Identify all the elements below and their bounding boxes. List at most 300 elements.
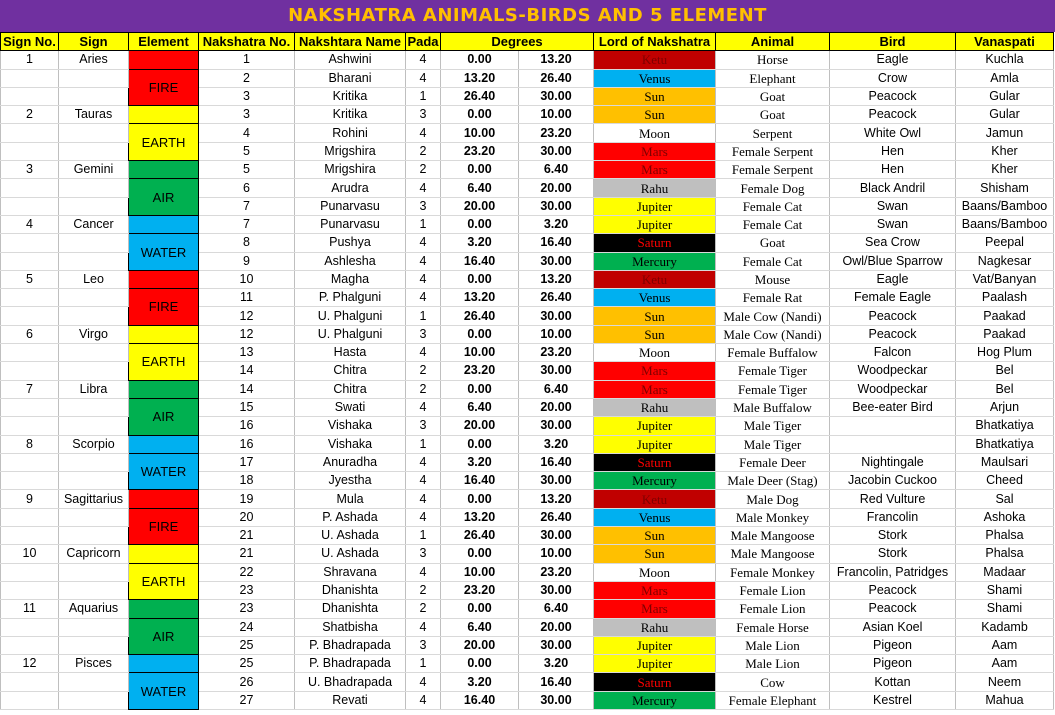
degree-from-cell: 13.20 <box>441 289 519 307</box>
nakshatra-no-cell: 4 <box>199 124 295 142</box>
nakshatra-name-cell: Punarvasu <box>295 215 406 233</box>
degree-from-cell: 26.40 <box>441 307 519 325</box>
degree-from-cell: 0.00 <box>441 380 519 398</box>
animal-cell: Mouse <box>716 270 830 288</box>
pada-cell: 4 <box>406 124 441 142</box>
nakshatra-name-cell: Revati <box>295 691 406 709</box>
sign-no-cell <box>1 581 59 599</box>
vanaspati-cell: Arjun <box>956 398 1054 416</box>
header-animal: Animal <box>716 33 830 51</box>
nakshatra-no-cell: 8 <box>199 234 295 252</box>
vanaspati-cell: Maulsari <box>956 453 1054 471</box>
element-spacer-cell <box>129 655 199 673</box>
element-spacer-cell <box>129 161 199 179</box>
bird-cell <box>830 435 956 453</box>
sign-name-cell: Leo <box>59 270 129 288</box>
element-cell: EARTH <box>129 563 199 600</box>
nakshatra-name-cell: Kritika <box>295 106 406 124</box>
title-bar <box>0 0 1055 32</box>
degree-from-cell: 0.00 <box>441 435 519 453</box>
animal-cell: Female Cat <box>716 252 830 270</box>
lord-cell: Mercury <box>594 472 716 490</box>
nakshatra-no-cell: 11 <box>199 289 295 307</box>
nakshatra-no-cell: 14 <box>199 380 295 398</box>
nakshatra-no-cell: 23 <box>199 581 295 599</box>
sign-name-cell <box>59 179 129 197</box>
degree-to-cell: 23.20 <box>519 124 594 142</box>
degree-from-cell: 16.40 <box>441 691 519 709</box>
pada-cell: 3 <box>406 106 441 124</box>
element-spacer-cell <box>129 600 199 618</box>
pada-cell: 1 <box>406 527 441 545</box>
bird-cell: Pigeon <box>830 636 956 654</box>
pada-cell: 4 <box>406 508 441 526</box>
element-cell: FIRE <box>129 289 199 326</box>
sign-no-cell <box>1 289 59 307</box>
pada-cell: 4 <box>406 344 441 362</box>
lord-cell: Venus <box>594 508 716 526</box>
animal-cell: Cow <box>716 673 830 691</box>
sign-name-cell <box>59 69 129 87</box>
degree-to-cell: 6.40 <box>519 600 594 618</box>
table-row <box>1 344 1054 362</box>
vanaspati-cell: Kadamb <box>956 618 1054 636</box>
bird-cell: Kestrel <box>830 691 956 709</box>
animal-cell: Female Serpent <box>716 142 830 160</box>
sign-no-cell <box>1 417 59 435</box>
bird-cell: Hen <box>830 142 956 160</box>
animal-cell: Male Cow (Nandi) <box>716 325 830 343</box>
lord-cell: Jupiter <box>594 636 716 654</box>
pada-cell: 4 <box>406 51 441 69</box>
nakshatra-name-cell: Shravana <box>295 563 406 581</box>
header-sign: Sign <box>59 33 129 51</box>
element-cell: AIR <box>129 179 199 216</box>
bird-cell: Nightingale <box>830 453 956 471</box>
sign-no-cell <box>1 69 59 87</box>
animal-cell: Female Elephant <box>716 691 830 709</box>
vanaspati-cell: Mahua <box>956 691 1054 709</box>
pada-cell: 4 <box>406 673 441 691</box>
bird-cell: Female Eagle <box>830 289 956 307</box>
sign-no-cell: 11 <box>1 600 59 618</box>
bird-cell: Asian Koel <box>830 618 956 636</box>
sign-no-cell <box>1 508 59 526</box>
nakshatra-name-cell: Pushya <box>295 234 406 252</box>
sign-no-cell: 6 <box>1 325 59 343</box>
bird-cell: Sea Crow <box>830 234 956 252</box>
nakshatra-no-cell: 10 <box>199 270 295 288</box>
sign-no-cell <box>1 527 59 545</box>
animal-cell: Male Deer (Stag) <box>716 472 830 490</box>
sign-name-cell: Gemini <box>59 161 129 179</box>
bird-cell: Peacock <box>830 600 956 618</box>
sign-name-cell <box>59 417 129 435</box>
sign-no-cell <box>1 87 59 105</box>
animal-cell: Male Lion <box>716 636 830 654</box>
degree-from-cell: 0.00 <box>441 106 519 124</box>
degree-from-cell: 6.40 <box>441 618 519 636</box>
nakshatra-name-cell: Bharani <box>295 69 406 87</box>
nakshatra-no-cell: 24 <box>199 618 295 636</box>
degree-from-cell: 0.00 <box>441 270 519 288</box>
pada-cell: 4 <box>406 490 441 508</box>
degree-to-cell: 6.40 <box>519 161 594 179</box>
nakshatra-no-cell: 13 <box>199 344 295 362</box>
pada-cell: 4 <box>406 472 441 490</box>
vanaspati-cell: Baans/Bamboo <box>956 215 1054 233</box>
table-row <box>1 289 1054 307</box>
degree-to-cell: 16.40 <box>519 234 594 252</box>
pada-cell: 4 <box>406 270 441 288</box>
degree-from-cell: 0.00 <box>441 215 519 233</box>
lord-cell: Saturn <box>594 453 716 471</box>
nakshatra-no-cell: 26 <box>199 673 295 691</box>
vanaspati-cell: Paakad <box>956 325 1054 343</box>
nakshatra-name-cell: P. Phalguni <box>295 289 406 307</box>
degree-from-cell: 23.20 <box>441 142 519 160</box>
nakshatra-no-cell: 19 <box>199 490 295 508</box>
sign-name-cell: Libra <box>59 380 129 398</box>
vanaspati-cell: Cheed <box>956 472 1054 490</box>
degree-to-cell: 30.00 <box>519 307 594 325</box>
lord-cell: Mercury <box>594 691 716 709</box>
degree-from-cell: 26.40 <box>441 527 519 545</box>
nakshatra-name-cell: Dhanishta <box>295 600 406 618</box>
degree-from-cell: 0.00 <box>441 325 519 343</box>
pada-cell: 1 <box>406 215 441 233</box>
pada-cell: 2 <box>406 380 441 398</box>
table-row <box>1 563 1054 581</box>
sign-name-cell <box>59 197 129 215</box>
vanaspati-cell: Kher <box>956 161 1054 179</box>
sign-no-cell <box>1 691 59 709</box>
nakshatra-no-cell: 25 <box>199 636 295 654</box>
sign-name-cell <box>59 563 129 581</box>
sign-name-cell: Scorpio <box>59 435 129 453</box>
degree-to-cell: 26.40 <box>519 69 594 87</box>
sign-name-cell <box>59 508 129 526</box>
vanaspati-cell: Gular <box>956 87 1054 105</box>
sign-no-cell: 4 <box>1 215 59 233</box>
table-row <box>1 161 1054 179</box>
nakshatra-name-cell: U. Phalguni <box>295 307 406 325</box>
degree-from-cell: 20.00 <box>441 636 519 654</box>
degree-from-cell: 3.20 <box>441 673 519 691</box>
vanaspati-cell: Phalsa <box>956 545 1054 563</box>
animal-cell: Male Cow (Nandi) <box>716 307 830 325</box>
element-spacer-cell <box>129 106 199 124</box>
animal-cell: Female Serpent <box>716 161 830 179</box>
bird-cell: Falcon <box>830 344 956 362</box>
element-cell: FIRE <box>129 69 199 106</box>
sign-no-cell: 1 <box>1 51 59 69</box>
animal-cell: Female Buffalow <box>716 344 830 362</box>
degree-to-cell: 13.20 <box>519 490 594 508</box>
vanaspati-cell: Hog Plum <box>956 344 1054 362</box>
sign-no-cell <box>1 344 59 362</box>
degree-to-cell: 23.20 <box>519 563 594 581</box>
nakshatra-name-cell: Hasta <box>295 344 406 362</box>
bird-cell: Eagle <box>830 51 956 69</box>
animal-cell: Male Tiger <box>716 417 830 435</box>
vanaspati-cell: Nagkesar <box>956 252 1054 270</box>
element-spacer-cell <box>129 435 199 453</box>
vanaspati-cell: Paakad <box>956 307 1054 325</box>
header-sign-no: Sign No. <box>1 33 59 51</box>
animal-cell: Female Monkey <box>716 563 830 581</box>
lord-cell: Rahu <box>594 398 716 416</box>
sign-no-cell <box>1 234 59 252</box>
nakshatra-no-cell: 7 <box>199 197 295 215</box>
lord-cell: Sun <box>594 87 716 105</box>
vanaspati-cell: Shisham <box>956 179 1054 197</box>
animal-cell: Female Tiger <box>716 380 830 398</box>
degree-to-cell: 30.00 <box>519 472 594 490</box>
lord-cell: Saturn <box>594 234 716 252</box>
degree-from-cell: 16.40 <box>441 252 519 270</box>
nakshatra-no-cell: 5 <box>199 161 295 179</box>
element-cell: WATER <box>129 453 199 490</box>
nakshatra-no-cell: 20 <box>199 508 295 526</box>
vanaspati-cell: Jamun <box>956 124 1054 142</box>
sign-no-cell: 2 <box>1 106 59 124</box>
degree-from-cell: 20.00 <box>441 417 519 435</box>
nakshatra-name-cell: P. Bhadrapada <box>295 636 406 654</box>
animal-cell: Horse <box>716 51 830 69</box>
sign-name-cell <box>59 453 129 471</box>
pada-cell: 1 <box>406 655 441 673</box>
nakshatra-no-cell: 22 <box>199 563 295 581</box>
table-row <box>1 398 1054 416</box>
degree-to-cell: 3.20 <box>519 215 594 233</box>
degree-to-cell: 10.00 <box>519 106 594 124</box>
sign-no-cell <box>1 142 59 160</box>
table-row <box>1 600 1054 618</box>
table-row <box>1 380 1054 398</box>
nakshatra-name-cell: U. Bhadrapada <box>295 673 406 691</box>
sign-name-cell: Sagittarius <box>59 490 129 508</box>
lord-cell: Mars <box>594 362 716 380</box>
lord-cell: Sun <box>594 545 716 563</box>
nakshatra-no-cell: 12 <box>199 307 295 325</box>
nakshatra-no-cell: 27 <box>199 691 295 709</box>
vanaspati-cell: Ashoka <box>956 508 1054 526</box>
bird-cell: Hen <box>830 161 956 179</box>
degree-to-cell: 3.20 <box>519 435 594 453</box>
nakshatra-name-cell: P. Bhadrapada <box>295 655 406 673</box>
sign-no-cell <box>1 563 59 581</box>
bird-cell: Bee-eater Bird <box>830 398 956 416</box>
nakshatra-name-cell: Magha <box>295 270 406 288</box>
header-nakshatra-name: Nakshtara Name <box>295 33 406 51</box>
vanaspati-cell: Vat/Banyan <box>956 270 1054 288</box>
vanaspati-cell: Kuchla <box>956 51 1054 69</box>
vanaspati-cell: Aam <box>956 655 1054 673</box>
animal-cell: Serpent <box>716 124 830 142</box>
animal-cell: Male Lion <box>716 655 830 673</box>
table-row <box>1 673 1054 691</box>
bird-cell: Eagle <box>830 270 956 288</box>
bird-cell: Red Vulture <box>830 490 956 508</box>
sign-name-cell <box>59 636 129 654</box>
sign-no-cell <box>1 362 59 380</box>
sign-name-cell: Capricorn <box>59 545 129 563</box>
table-row <box>1 325 1054 343</box>
sign-no-cell: 10 <box>1 545 59 563</box>
lord-cell: Sun <box>594 106 716 124</box>
nakshatra-no-cell: 21 <box>199 527 295 545</box>
bird-cell: Woodpeckar <box>830 380 956 398</box>
animal-cell: Goat <box>716 106 830 124</box>
degree-to-cell: 30.00 <box>519 142 594 160</box>
vanaspati-cell: Paalash <box>956 289 1054 307</box>
nakshatra-name-cell: Anuradha <box>295 453 406 471</box>
degree-to-cell: 30.00 <box>519 87 594 105</box>
vanaspati-cell: Peepal <box>956 234 1054 252</box>
degree-from-cell: 0.00 <box>441 51 519 69</box>
bird-cell: White Owl <box>830 124 956 142</box>
nakshatra-name-cell: Ashlesha <box>295 252 406 270</box>
header-element: Element <box>129 33 199 51</box>
degree-from-cell: 0.00 <box>441 600 519 618</box>
animal-cell: Male Dog <box>716 490 830 508</box>
lord-cell: Moon <box>594 344 716 362</box>
animal-cell: Female Lion <box>716 581 830 599</box>
sign-name-cell <box>59 307 129 325</box>
degree-to-cell: 30.00 <box>519 362 594 380</box>
sign-name-cell: Aries <box>59 51 129 69</box>
sign-no-cell <box>1 197 59 215</box>
pada-cell: 4 <box>406 69 441 87</box>
nakshatra-name-cell: Mrigshira <box>295 142 406 160</box>
degree-to-cell: 3.20 <box>519 655 594 673</box>
bird-cell: Jacobin Cuckoo <box>830 472 956 490</box>
table-row <box>1 69 1054 87</box>
lord-cell: Sun <box>594 307 716 325</box>
animal-cell: Male Tiger <box>716 435 830 453</box>
degree-from-cell: 23.20 <box>441 581 519 599</box>
lord-cell: Rahu <box>594 618 716 636</box>
lord-cell: Mars <box>594 600 716 618</box>
pada-cell: 2 <box>406 600 441 618</box>
sign-no-cell: 9 <box>1 490 59 508</box>
degree-from-cell: 16.40 <box>441 472 519 490</box>
degree-to-cell: 20.00 <box>519 179 594 197</box>
degree-to-cell: 20.00 <box>519 398 594 416</box>
nakshatra-name-cell: Vishaka <box>295 417 406 435</box>
degree-to-cell: 20.00 <box>519 618 594 636</box>
degree-to-cell: 30.00 <box>519 527 594 545</box>
nakshatra-no-cell: 12 <box>199 325 295 343</box>
header-vanaspati: Vanaspati <box>956 33 1054 51</box>
degree-from-cell: 0.00 <box>441 545 519 563</box>
bird-cell: Francolin, Patridges <box>830 563 956 581</box>
nakshatra-name-cell: U. Ashada <box>295 527 406 545</box>
lord-cell: Moon <box>594 563 716 581</box>
sign-name-cell <box>59 142 129 160</box>
degree-to-cell: 30.00 <box>519 197 594 215</box>
nakshatra-no-cell: 17 <box>199 453 295 471</box>
sign-no-cell <box>1 124 59 142</box>
element-cell: WATER <box>129 673 199 710</box>
element-spacer-cell <box>129 380 199 398</box>
nakshatra-table <box>0 32 1054 710</box>
nakshatra-name-cell: U. Ashada <box>295 545 406 563</box>
table-row <box>1 215 1054 233</box>
lord-cell: Rahu <box>594 179 716 197</box>
element-spacer-cell <box>129 490 199 508</box>
vanaspati-cell: Bhatkatiya <box>956 417 1054 435</box>
sign-name-cell <box>59 472 129 490</box>
degree-to-cell: 10.00 <box>519 325 594 343</box>
nakshatra-no-cell: 6 <box>199 179 295 197</box>
degree-to-cell: 26.40 <box>519 289 594 307</box>
nakshatra-name-cell: P. Ashada <box>295 508 406 526</box>
degree-from-cell: 10.00 <box>441 344 519 362</box>
sign-no-cell <box>1 618 59 636</box>
nakshatra-name-cell: Chitra <box>295 380 406 398</box>
sign-name-cell <box>59 234 129 252</box>
sign-no-cell: 8 <box>1 435 59 453</box>
sign-no-cell: 12 <box>1 655 59 673</box>
lord-cell: Sun <box>594 527 716 545</box>
lord-cell: Venus <box>594 69 716 87</box>
element-cell: AIR <box>129 618 199 655</box>
vanaspati-cell: Amla <box>956 69 1054 87</box>
lord-cell: Jupiter <box>594 435 716 453</box>
degree-to-cell: 30.00 <box>519 417 594 435</box>
pada-cell: 1 <box>406 435 441 453</box>
sign-no-cell <box>1 472 59 490</box>
lord-cell: Jupiter <box>594 655 716 673</box>
degree-from-cell: 10.00 <box>441 563 519 581</box>
nakshatra-no-cell: 18 <box>199 472 295 490</box>
pada-cell: 4 <box>406 179 441 197</box>
sign-name-cell <box>59 289 129 307</box>
animal-cell: Female Rat <box>716 289 830 307</box>
element-cell: EARTH <box>129 344 199 381</box>
element-cell: AIR <box>129 398 199 435</box>
sign-no-cell <box>1 673 59 691</box>
nakshatra-name-cell: Rohini <box>295 124 406 142</box>
sign-name-cell <box>59 124 129 142</box>
vanaspati-cell: Madaar <box>956 563 1054 581</box>
animal-cell: Female Cat <box>716 215 830 233</box>
sign-name-cell: Aquarius <box>59 600 129 618</box>
degree-to-cell: 30.00 <box>519 581 594 599</box>
nakshatra-name-cell: Chitra <box>295 362 406 380</box>
sign-no-cell: 7 <box>1 380 59 398</box>
sign-name-cell <box>59 362 129 380</box>
degree-from-cell: 0.00 <box>441 655 519 673</box>
bird-cell: Peacock <box>830 106 956 124</box>
vanaspati-cell: Gular <box>956 106 1054 124</box>
nakshatra-no-cell: 25 <box>199 655 295 673</box>
animal-cell: Female Deer <box>716 453 830 471</box>
pada-cell: 2 <box>406 142 441 160</box>
pada-cell: 4 <box>406 453 441 471</box>
nakshatra-name-cell: Arudra <box>295 179 406 197</box>
nakshatra-name-cell: Jyestha <box>295 472 406 490</box>
bird-cell: Peacock <box>830 581 956 599</box>
bird-cell: Swan <box>830 197 956 215</box>
nakshatra-name-cell: Swati <box>295 398 406 416</box>
nakshatra-no-cell: 16 <box>199 417 295 435</box>
pada-cell: 3 <box>406 417 441 435</box>
degree-from-cell: 3.20 <box>441 453 519 471</box>
nakshatra-name-cell: Vishaka <box>295 435 406 453</box>
